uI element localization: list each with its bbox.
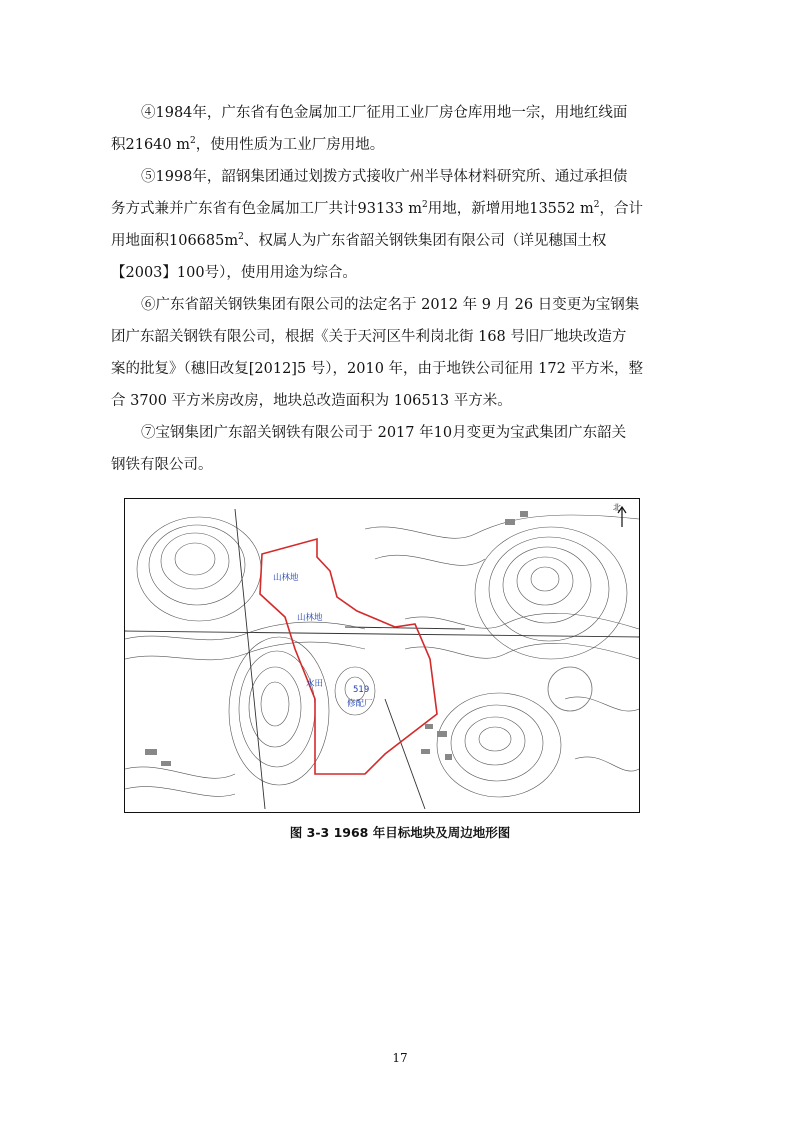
text-segment: ，合计 [599, 201, 643, 217]
paragraph-5-line4: 【2003】100号），使用用途为综合。 [111, 265, 357, 281]
topographic-map [124, 498, 640, 813]
superscript: 2 [593, 200, 600, 211]
paragraph-5-line3 [111, 226, 671, 258]
map-label-forest-2: 山林地 [297, 613, 323, 623]
text-segment: 、权属人为广东省韶关钢铁集团有限公司（详见穗国土权 [243, 233, 607, 249]
roads [125, 509, 639, 809]
map-drawing [125, 499, 639, 812]
superscript: 2 [190, 136, 196, 147]
superscript: 2 [238, 232, 244, 243]
text-segment: 积21640 m [111, 137, 190, 153]
survey-stamp [548, 667, 592, 711]
paragraph-6-line1: ⑥广东省韶关钢铁集团有限公司的法定名于 2012 年 9 月 26 日变更为宝钢集 [141, 297, 640, 313]
text-segment: ，使用性质为工业厂房用地。 [195, 137, 385, 153]
paragraph-6-line4: 合 3700 平方米房改房，地块总改造面积为 106513 平方米。 [111, 393, 512, 409]
paragraph-5-line2 [111, 194, 671, 226]
paragraph-5-line1: ⑤1998年，韶钢集团通过划拨方式接收广州半导体材料研究所、通过承担债 [141, 169, 628, 185]
north-label: 北 [613, 503, 621, 512]
text-segment: 用地面积106685m [111, 233, 239, 249]
superscript: 2 [421, 200, 428, 211]
paragraph-7-line1: ⑦宝钢集团广东韶关钢铁有限公司于 2017 年10月变更为宝武集团广东韶关 [141, 425, 627, 441]
building-blocks [145, 511, 528, 766]
text-segment: 用地，新增用地13552 m [427, 201, 594, 217]
map-label-forest-1: 山林地 [273, 573, 299, 583]
contour-lines [125, 515, 639, 797]
paragraph-4-line2 [111, 130, 631, 162]
figure-caption: 图 3-3 1968 年目标地块及周边地形图 [289, 825, 511, 840]
page-number: 17 [392, 1051, 408, 1065]
paragraph-6-line2: 团广东韶关钢铁有限公司，根据《关于天河区牛利岗北街 168 号旧厂地块改造方 [111, 329, 627, 345]
paragraph-7-line2: 钢铁有限公司。 [111, 457, 213, 473]
map-label-paddy: 水田 [306, 679, 324, 689]
paragraph-4-line1: ④1984年，广东省有色金属加工厂征用工业厂房仓库用地一宗，用地红线面 [141, 105, 628, 121]
text-segment: 务方式兼并广东省有色金属加工厂共计93133 m [111, 201, 422, 217]
map-label-site-name: 修配厂 [347, 699, 373, 709]
map-label-site-code: 519 [353, 685, 370, 695]
paragraph-6-line3: 案的批复》（穗旧改复[2012]5 号），2010 年，由于地铁公司征用 172 平方米，整 [111, 361, 643, 377]
